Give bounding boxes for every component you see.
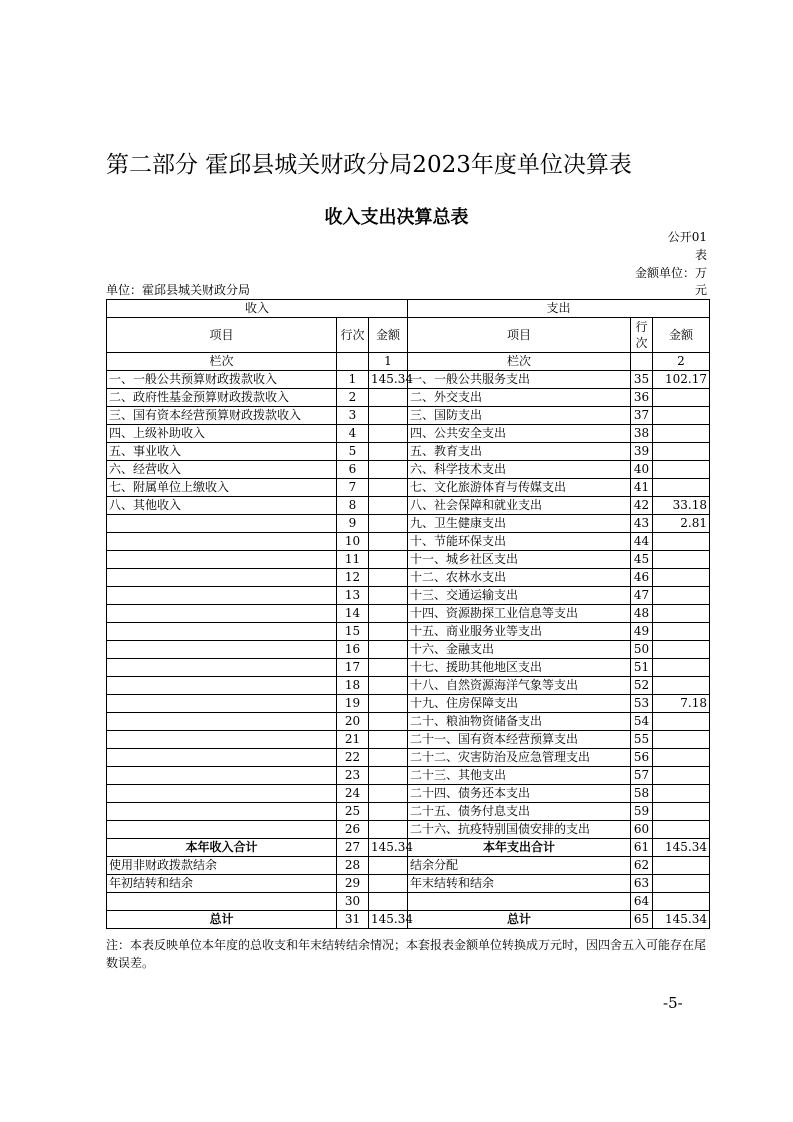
income-amount xyxy=(369,479,408,497)
income-amount xyxy=(369,515,408,533)
income-item: 一、一般公共预算财政拨款收入 xyxy=(107,371,337,389)
expense-amount: 7.18 xyxy=(653,695,710,713)
expense-amount xyxy=(653,857,710,875)
expense-amount xyxy=(653,461,710,479)
income-item xyxy=(107,515,337,533)
expense-item: 十九、住房保障支出 xyxy=(408,695,631,713)
table-row xyxy=(107,839,710,857)
table-row xyxy=(107,533,710,551)
income-item xyxy=(107,695,337,713)
organization-label: 单位：霍邱县城关财政分局 xyxy=(106,283,251,297)
table-row xyxy=(107,389,710,407)
income-item xyxy=(107,731,337,749)
income-item xyxy=(107,677,337,695)
expense-item: 六、科学技术支出 xyxy=(408,461,631,479)
col-header-item-expense: 项目 xyxy=(408,318,631,353)
table-row xyxy=(107,551,710,569)
income-line-no: 5 xyxy=(337,443,369,461)
table-row xyxy=(107,857,710,875)
expense-amount xyxy=(653,407,710,425)
expense-item: 二十四、债务还本支出 xyxy=(408,785,631,803)
income-line-no: 21 xyxy=(337,731,369,749)
income-line-no: 22 xyxy=(337,749,369,767)
table-row xyxy=(107,461,710,479)
expense-item: 二十三、其他支出 xyxy=(408,767,631,785)
income-line-no: 2 xyxy=(337,389,369,407)
income-amount xyxy=(369,461,408,479)
table-row xyxy=(107,893,710,911)
income-line-no: 3 xyxy=(337,407,369,425)
expense-amount xyxy=(653,893,710,911)
income-item xyxy=(107,749,337,767)
expense-item: 十八、自然资源海洋气象等支出 xyxy=(408,677,631,695)
income-item: 年初结转和结余 xyxy=(107,875,337,893)
income-item: 四、上级补助收入 xyxy=(107,425,337,443)
income-line-no: 13 xyxy=(337,587,369,605)
income-expense-table xyxy=(106,299,710,929)
expense-amount xyxy=(653,587,710,605)
expense-amount: 145.34 xyxy=(653,839,710,857)
column-index-label-income: 栏次 xyxy=(107,353,337,371)
income-line-no: 12 xyxy=(337,569,369,587)
income-item: 七、附属单位上缴收入 xyxy=(107,479,337,497)
expense-item: 十六、金融支出 xyxy=(408,641,631,659)
expense-amount xyxy=(653,425,710,443)
income-amount xyxy=(369,731,408,749)
income-line-no: 24 xyxy=(337,785,369,803)
expense-line-no: 62 xyxy=(631,857,653,875)
income-line-no: 11 xyxy=(337,551,369,569)
expense-line-no: 60 xyxy=(631,821,653,839)
income-amount: 145.34 xyxy=(369,839,408,857)
table-row xyxy=(107,875,710,893)
income-item xyxy=(107,605,337,623)
expense-line-no: 35 xyxy=(631,371,653,389)
table-row xyxy=(107,605,710,623)
expense-line-no: 64 xyxy=(631,893,653,911)
expense-item: 三、国防支出 xyxy=(408,407,631,425)
expense-amount xyxy=(653,641,710,659)
col-header-line-income: 行次 xyxy=(337,318,369,353)
income-line-no: 8 xyxy=(337,497,369,515)
header-row-sections xyxy=(107,300,710,318)
col-header-amount-expense: 金额 xyxy=(653,318,710,353)
table-row xyxy=(107,641,710,659)
expense-line-no: 58 xyxy=(631,785,653,803)
expense-line-no: 47 xyxy=(631,587,653,605)
expense-item xyxy=(408,893,631,911)
table-row xyxy=(107,587,710,605)
expense-item: 总计 xyxy=(408,911,631,929)
income-line-no: 4 xyxy=(337,425,369,443)
expense-amount xyxy=(653,443,710,461)
income-item: 本年收入合计 xyxy=(107,839,337,857)
expense-section-header: 支出 xyxy=(408,300,710,318)
income-item xyxy=(107,803,337,821)
income-item: 三、国有资本经营预算财政拨款收入 xyxy=(107,407,337,425)
expense-amount xyxy=(653,533,710,551)
expense-line-no: 44 xyxy=(631,533,653,551)
expense-amount xyxy=(653,479,710,497)
col-header-line-expense: 行次 xyxy=(631,318,653,353)
income-amount xyxy=(369,623,408,641)
amount-unit-label: 金额单位：万 xyxy=(634,266,707,280)
expense-item: 八、社会保障和就业支出 xyxy=(408,497,631,515)
income-amount xyxy=(369,695,408,713)
income-line-no: 29 xyxy=(337,875,369,893)
expense-amount xyxy=(653,551,710,569)
income-item: 五、事业收入 xyxy=(107,443,337,461)
expense-item: 十七、援助其他地区支出 xyxy=(408,659,631,677)
expense-item: 五、教育支出 xyxy=(408,443,631,461)
column-index-blank xyxy=(337,353,369,371)
income-item xyxy=(107,641,337,659)
expense-item: 十二、农林水支出 xyxy=(408,569,631,587)
income-item: 八、其他收入 xyxy=(107,497,337,515)
expense-line-no: 55 xyxy=(631,731,653,749)
income-amount xyxy=(369,749,408,767)
expense-line-no: 51 xyxy=(631,659,653,677)
income-line-no: 23 xyxy=(337,767,369,785)
income-line-no: 27 xyxy=(337,839,369,857)
income-amount xyxy=(369,785,408,803)
expense-line-no: 49 xyxy=(631,623,653,641)
table-row xyxy=(107,443,710,461)
income-amount xyxy=(369,767,408,785)
page-title: 第二部分 霍邱县城关财政分局2023年度单位决算表 xyxy=(106,152,632,178)
income-item: 二、政府性基金预算财政拨款收入 xyxy=(107,389,337,407)
header-row-columns xyxy=(107,318,710,353)
expense-amount xyxy=(653,659,710,677)
expense-amount: 2.81 xyxy=(653,515,710,533)
expense-amount xyxy=(653,803,710,821)
income-item: 使用非财政拨款结余 xyxy=(107,857,337,875)
income-line-no: 10 xyxy=(337,533,369,551)
amount-unit-suffix: 元 xyxy=(694,283,707,297)
income-amount xyxy=(369,389,408,407)
expense-item: 十、节能环保支出 xyxy=(408,533,631,551)
table-row xyxy=(107,623,710,641)
expense-line-no: 53 xyxy=(631,695,653,713)
table-row xyxy=(107,803,710,821)
income-amount xyxy=(369,857,408,875)
column-index-blank xyxy=(631,353,653,371)
income-amount xyxy=(369,587,408,605)
expense-item: 一、一般公共服务支出 xyxy=(408,371,631,389)
table-row xyxy=(107,821,710,839)
income-amount: 145.34 xyxy=(369,911,408,929)
table-row xyxy=(107,479,710,497)
expense-item: 二十六、抗疫特别国债安排的支出 xyxy=(408,821,631,839)
form-code-suffix: 表 xyxy=(694,248,707,262)
table-row xyxy=(107,497,710,515)
expense-item: 四、公共安全支出 xyxy=(408,425,631,443)
expense-amount xyxy=(653,713,710,731)
income-line-no: 26 xyxy=(337,821,369,839)
income-line-no: 31 xyxy=(337,911,369,929)
expense-amount: 102.17 xyxy=(653,371,710,389)
income-item xyxy=(107,659,337,677)
column-index-label-expense: 栏次 xyxy=(408,353,631,371)
table-row xyxy=(107,695,710,713)
income-amount xyxy=(369,425,408,443)
income-item xyxy=(107,713,337,731)
income-amount: 145.34 xyxy=(369,371,408,389)
expense-amount xyxy=(653,605,710,623)
column-index-2: 2 xyxy=(653,353,710,371)
income-item xyxy=(107,587,337,605)
expense-amount xyxy=(653,749,710,767)
expense-line-no: 57 xyxy=(631,767,653,785)
expense-item: 九、卫生健康支出 xyxy=(408,515,631,533)
income-item xyxy=(107,623,337,641)
expense-line-no: 50 xyxy=(631,641,653,659)
income-amount xyxy=(369,875,408,893)
income-amount xyxy=(369,443,408,461)
table-row xyxy=(107,749,710,767)
income-amount xyxy=(369,569,408,587)
expense-item: 本年支出合计 xyxy=(408,839,631,857)
expense-line-no: 61 xyxy=(631,839,653,857)
col-header-amount-income: 金额 xyxy=(369,318,408,353)
expense-line-no: 65 xyxy=(631,911,653,929)
column-index-1: 1 xyxy=(369,353,408,371)
income-item: 总计 xyxy=(107,911,337,929)
income-line-no: 19 xyxy=(337,695,369,713)
expense-amount xyxy=(653,785,710,803)
expense-item: 结余分配 xyxy=(408,857,631,875)
table-row xyxy=(107,785,710,803)
expense-amount xyxy=(653,623,710,641)
expense-item: 二十一、国有资本经营预算支出 xyxy=(408,731,631,749)
table-row xyxy=(107,569,710,587)
income-line-no: 30 xyxy=(337,893,369,911)
income-item: 六、经营收入 xyxy=(107,461,337,479)
table-row xyxy=(107,677,710,695)
income-line-no: 15 xyxy=(337,623,369,641)
expense-item: 二十五、债务付息支出 xyxy=(408,803,631,821)
expense-amount xyxy=(653,875,710,893)
income-line-no: 17 xyxy=(337,659,369,677)
expense-line-no: 54 xyxy=(631,713,653,731)
expense-line-no: 63 xyxy=(631,875,653,893)
income-line-no: 7 xyxy=(337,479,369,497)
expense-amount xyxy=(653,731,710,749)
expense-item: 年末结转和结余 xyxy=(408,875,631,893)
table-row xyxy=(107,407,710,425)
income-item xyxy=(107,767,337,785)
table-row xyxy=(107,371,710,389)
table-row xyxy=(107,713,710,731)
expense-line-no: 38 xyxy=(631,425,653,443)
expense-item: 二十二、灾害防治及应急管理支出 xyxy=(408,749,631,767)
col-header-item-income: 项目 xyxy=(107,318,337,353)
expense-line-no: 45 xyxy=(631,551,653,569)
expense-item: 七、文化旅游体育与传媒支出 xyxy=(408,479,631,497)
income-item xyxy=(107,533,337,551)
income-amount xyxy=(369,497,408,515)
expense-line-no: 42 xyxy=(631,497,653,515)
expense-line-no: 40 xyxy=(631,461,653,479)
form-code: 公开01 xyxy=(667,230,707,244)
expense-line-no: 46 xyxy=(631,569,653,587)
expense-amount: 145.34 xyxy=(653,911,710,929)
page-number: -5- xyxy=(663,994,683,1012)
income-item xyxy=(107,569,337,587)
income-line-no: 28 xyxy=(337,857,369,875)
expense-amount: 33.18 xyxy=(653,497,710,515)
table-row xyxy=(107,767,710,785)
expense-item: 二、外交支出 xyxy=(408,389,631,407)
income-amount xyxy=(369,659,408,677)
expense-item: 十四、资源勘探工业信息等支出 xyxy=(408,605,631,623)
expense-amount xyxy=(653,677,710,695)
table-row xyxy=(107,731,710,749)
income-section-header: 收入 xyxy=(107,300,408,318)
table-row xyxy=(107,425,710,443)
income-amount xyxy=(369,893,408,911)
income-line-no: 6 xyxy=(337,461,369,479)
table-note: 注：本表反映单位本年度的总收支和年末结转结余情况；本套报表金额单位转换成万元时，因四舍五入可能存在尾数误差。 xyxy=(106,938,707,970)
expense-item: 十五、商业服务业等支出 xyxy=(408,623,631,641)
income-item xyxy=(107,551,337,569)
table-row xyxy=(107,659,710,677)
expense-item: 十一、城乡社区支出 xyxy=(408,551,631,569)
income-item xyxy=(107,785,337,803)
income-item xyxy=(107,821,337,839)
expense-line-no: 48 xyxy=(631,605,653,623)
income-line-no: 20 xyxy=(337,713,369,731)
expense-line-no: 37 xyxy=(631,407,653,425)
expense-line-no: 41 xyxy=(631,479,653,497)
income-line-no: 16 xyxy=(337,641,369,659)
income-line-no: 25 xyxy=(337,803,369,821)
income-amount xyxy=(369,641,408,659)
income-amount xyxy=(369,551,408,569)
income-item xyxy=(107,893,337,911)
expense-amount xyxy=(653,569,710,587)
table-row xyxy=(107,911,710,929)
income-line-no: 14 xyxy=(337,605,369,623)
income-amount xyxy=(369,803,408,821)
expense-amount xyxy=(653,389,710,407)
expense-item: 十三、交通运输支出 xyxy=(408,587,631,605)
expense-line-no: 56 xyxy=(631,749,653,767)
income-line-no: 18 xyxy=(337,677,369,695)
expense-line-no: 39 xyxy=(631,443,653,461)
expense-amount xyxy=(653,821,710,839)
expense-amount xyxy=(653,767,710,785)
expense-line-no: 36 xyxy=(631,389,653,407)
income-line-no: 1 xyxy=(337,371,369,389)
table-title: 收入支出决算总表 xyxy=(324,207,469,228)
income-line-no: 9 xyxy=(337,515,369,533)
expense-item: 二十、粮油物资储备支出 xyxy=(408,713,631,731)
income-amount xyxy=(369,821,408,839)
table-row xyxy=(107,515,710,533)
income-amount xyxy=(369,713,408,731)
expense-line-no: 59 xyxy=(631,803,653,821)
income-amount xyxy=(369,677,408,695)
expense-line-no: 52 xyxy=(631,677,653,695)
income-amount xyxy=(369,407,408,425)
income-amount xyxy=(369,605,408,623)
expense-line-no: 43 xyxy=(631,515,653,533)
column-index-row xyxy=(107,353,710,371)
income-amount xyxy=(369,533,408,551)
